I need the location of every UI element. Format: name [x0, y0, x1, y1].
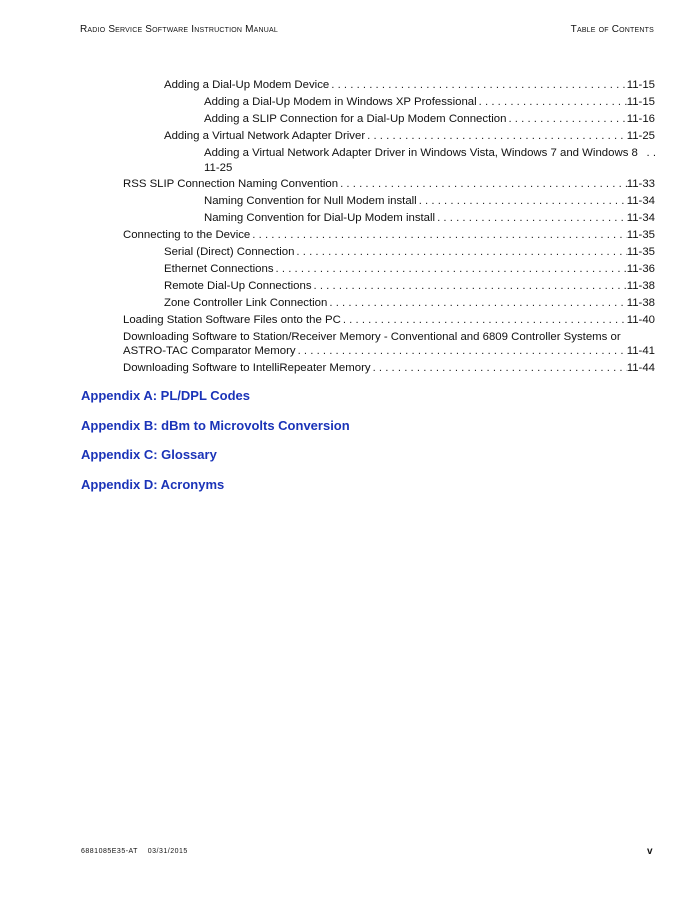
leader-dots — [435, 210, 627, 227]
toc-entry-title: Connecting to the Device — [123, 229, 251, 241]
toc-entry-page: 11-34 — [626, 195, 655, 207]
toc-entry-title: Zone Controller Link Connection — [164, 297, 328, 309]
toc-entry-title: Remote Dial-Up Connections — [164, 280, 312, 292]
toc-entry-page: 11-16 — [626, 113, 655, 125]
toc-entry-title: Naming Convention for Null Modem install — [204, 195, 417, 207]
toc-entry-title: Downloading Software to Station/Receiver Memory - Conventional and 6809 Controller Systems or — [123, 331, 621, 343]
toc-entry-title: Adding a Dial-Up Modem Device — [164, 79, 330, 91]
toc-entry[interactable] — [164, 77, 655, 94]
toc-entry-page: 11-41 — [626, 345, 655, 357]
appendix-b-link[interactable]: Appendix B: dBm to Microvolts Conversion — [81, 418, 350, 433]
leader-dots: . . — [646, 147, 656, 159]
toc-entry-title: Naming Convention for Dial-Up Modem install — [204, 212, 436, 224]
leader-dots — [341, 312, 627, 329]
toc-entry[interactable] — [164, 278, 655, 295]
toc-entry-page: 11-38 — [626, 297, 655, 309]
toc-entry-title: Loading Station Software Files onto the PC — [123, 314, 341, 326]
leader-dots — [312, 278, 627, 295]
leader-dots — [296, 343, 627, 360]
toc-entry-title: Ethernet Connections — [164, 263, 274, 275]
running-header-section: Table of Contents — [570, 24, 654, 35]
footer-doc-info — [81, 848, 188, 855]
leader-dots — [506, 111, 626, 128]
toc-entry-continued[interactable] — [123, 343, 655, 360]
appendix-c-link[interactable]: Appendix C: Glossary — [81, 447, 217, 462]
toc-entry[interactable] — [164, 295, 655, 312]
leader-dots — [329, 77, 626, 94]
toc-entry[interactable] — [204, 111, 655, 128]
toc-entry-page: 11-36 — [626, 263, 655, 275]
toc-entry-page: 11-38 — [626, 280, 655, 292]
toc-entry[interactable] — [164, 244, 655, 261]
toc-entry-title: Adding a Virtual Network Adapter Driver in Windows Vista, Windows 7 and Windows 8 — [204, 147, 638, 159]
toc-entry-title: Downloading Software to IntelliRepeater Memory — [123, 362, 371, 374]
toc-entry-title: Adding a SLIP Connection for a Dial-Up Modem Connection — [204, 113, 507, 125]
appendix-d-link[interactable]: Appendix D: Acronyms — [81, 477, 225, 492]
toc-entry[interactable] — [123, 227, 655, 244]
toc-entry[interactable] — [204, 210, 655, 227]
toc-entry-page: 11-15 — [626, 96, 655, 108]
footer-doc-id: 6881085E35-AT — [81, 848, 138, 855]
toc-entry[interactable] — [123, 360, 655, 377]
leader-dots — [274, 261, 627, 278]
toc-entry[interactable] — [123, 312, 655, 329]
toc-entry[interactable] — [164, 128, 655, 145]
leader-dots — [327, 295, 626, 312]
toc-entry-page: 11-25 — [204, 162, 233, 174]
toc-entry-title-cont: ASTRO-TAC Comparator Memory — [123, 345, 296, 357]
toc-entry[interactable] — [164, 261, 655, 278]
appendix-a-link[interactable]: Appendix A: PL/DPL Codes — [81, 388, 251, 403]
leader-dots — [338, 176, 627, 193]
toc-entry[interactable] — [204, 94, 655, 111]
leader-dots — [477, 94, 627, 111]
toc-entry-page: 11-44 — [626, 362, 655, 374]
toc-entry-page: 11-25 — [626, 130, 655, 142]
toc-entry-page: 11-33 — [626, 178, 655, 190]
toc-entry[interactable] — [123, 176, 655, 193]
toc-entry[interactable] — [204, 146, 656, 176]
leader-dots — [371, 360, 627, 377]
toc-entry-title: Adding a Dial-Up Modem in Windows XP Professional — [204, 96, 477, 108]
leader-dots — [417, 193, 627, 210]
running-header-title: Radio Service Software Instruction Manual — [80, 24, 278, 35]
leader-dots — [250, 227, 626, 244]
page-number: v — [646, 846, 653, 857]
toc-entry-title: Serial (Direct) Connection — [164, 246, 295, 258]
toc-entry-page: 11-15 — [626, 79, 655, 91]
leader-dots — [294, 244, 626, 261]
toc-entry-page: 11-34 — [626, 212, 655, 224]
toc-entry-page: 11-40 — [626, 314, 655, 326]
toc-entry-page: 11-35 — [626, 246, 655, 258]
toc-entry[interactable] — [204, 193, 655, 210]
leader-dots — [365, 128, 627, 145]
toc-entry-title: Adding a Virtual Network Adapter Driver — [164, 130, 366, 142]
footer-date: 03/31/2015 — [147, 848, 188, 855]
toc-entry-page: 11-35 — [626, 229, 655, 241]
toc-entry-title: RSS SLIP Connection Naming Convention — [123, 178, 339, 190]
